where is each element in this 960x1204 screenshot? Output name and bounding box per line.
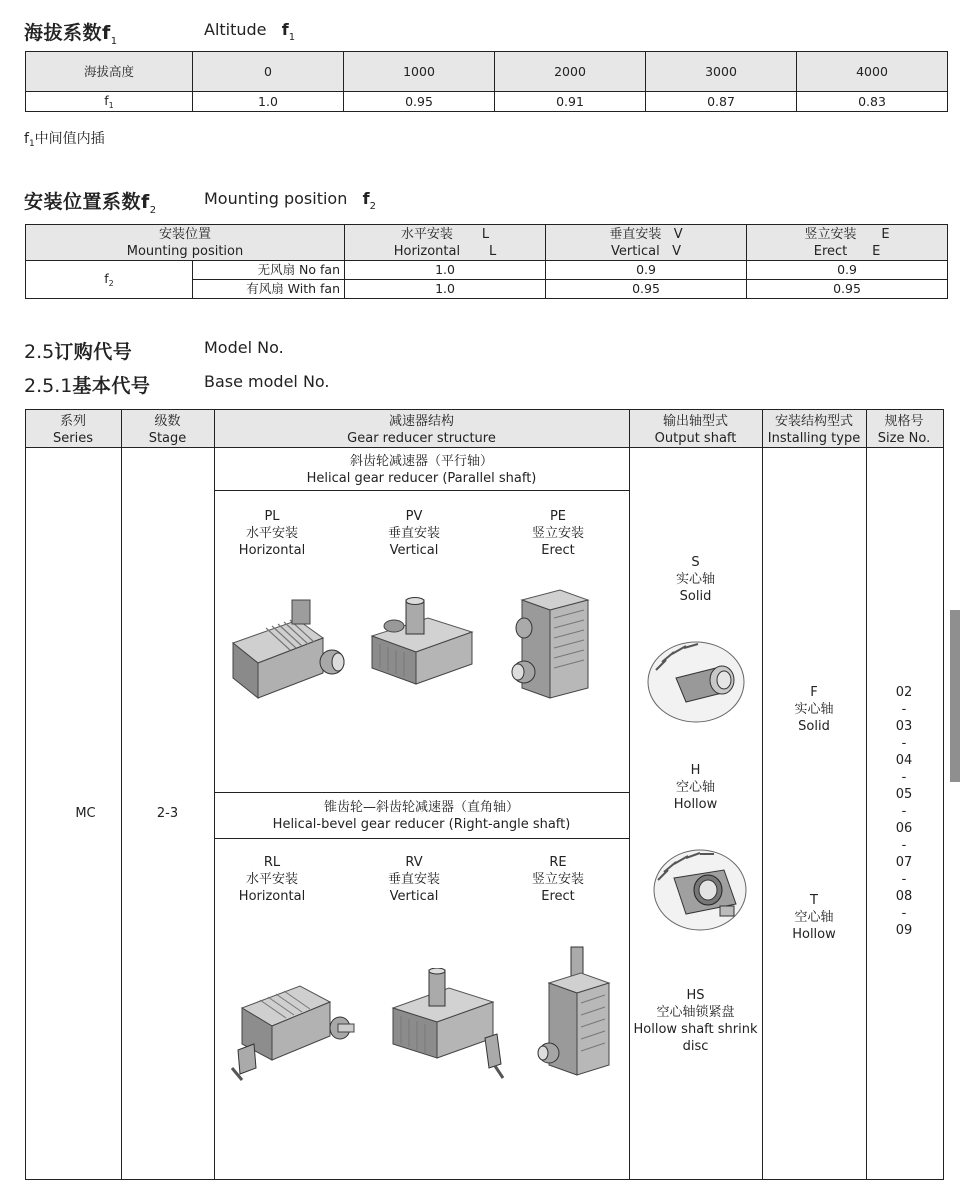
install-type-f bbox=[762, 684, 866, 735]
f1-value: 0.95 bbox=[344, 92, 495, 112]
header-stage-cn: 级数 bbox=[154, 414, 181, 429]
helical-type-pe bbox=[508, 508, 608, 559]
f1-title-en-symbol: f bbox=[281, 20, 289, 39]
type-en: Erect bbox=[541, 543, 575, 558]
shaft-en: Solid bbox=[679, 589, 712, 604]
shaft-code: HS bbox=[686, 988, 705, 1003]
f1-note-sub: 1 bbox=[28, 139, 35, 149]
helical-title-en: Helical gear reducer (Parallel shaft) bbox=[306, 471, 537, 486]
f2-value: 1.0 bbox=[345, 280, 546, 299]
header-size-en: Size No. bbox=[877, 431, 931, 446]
f1-row-label bbox=[26, 92, 193, 112]
divider bbox=[214, 490, 630, 491]
bevel-title bbox=[214, 799, 629, 833]
header-install bbox=[762, 413, 866, 447]
shaft-cn: 空心轴锁紧盘 bbox=[656, 1005, 735, 1020]
erect-header bbox=[747, 225, 948, 261]
horizontal-cn: 水平安装 bbox=[400, 226, 453, 242]
install-en: Hollow bbox=[792, 927, 836, 942]
header-size bbox=[866, 413, 942, 447]
bevel-type-re bbox=[508, 854, 608, 905]
size-item: 08 bbox=[895, 889, 913, 904]
helical-title-cn: 斜齿轮减速器（平行轴） bbox=[349, 454, 493, 469]
size-item: 02 bbox=[895, 685, 913, 700]
size-sep: - bbox=[901, 702, 907, 717]
erect-code-2: E bbox=[872, 243, 881, 259]
vertical-code: V bbox=[673, 226, 683, 242]
divider bbox=[25, 447, 944, 448]
divider bbox=[762, 409, 763, 1180]
type-cn: 水平安装 bbox=[245, 872, 298, 887]
bevel-title-cn: 锥齿轮—斜齿轮减速器（直角轴） bbox=[323, 800, 519, 815]
type-code: RV bbox=[405, 855, 423, 870]
altitude-col: 1000 bbox=[344, 52, 495, 92]
f1-value: 1.0 bbox=[193, 92, 344, 112]
f1-note-text: 中间值内插 bbox=[34, 131, 105, 147]
output-shaft-hs bbox=[629, 987, 762, 1055]
install-type-t bbox=[762, 892, 866, 943]
type-code: RE bbox=[549, 855, 567, 870]
section-f1-title bbox=[24, 18, 117, 45]
vertical-code-2: V bbox=[672, 243, 681, 259]
type-cn: 垂直安装 bbox=[387, 526, 440, 541]
header-series-cn: 系列 bbox=[59, 414, 86, 429]
f2-title-en bbox=[204, 189, 376, 212]
f2-row-label bbox=[26, 261, 193, 299]
altitude-col: 0 bbox=[193, 52, 344, 92]
f2-row-label-sub: 2 bbox=[108, 278, 114, 288]
f1-note-prefix: f bbox=[24, 131, 29, 147]
type-en: Vertical bbox=[389, 889, 439, 904]
header-install-cn: 安装结构型式 bbox=[774, 414, 853, 429]
f2-title-cn: 安装位置系数f bbox=[24, 191, 150, 213]
title-251-en: Base model No. bbox=[204, 372, 330, 391]
solid-shaft-image bbox=[646, 640, 746, 725]
type-en: Vertical bbox=[389, 543, 439, 558]
title-25-num: 2.5 bbox=[24, 341, 55, 363]
header-stage bbox=[121, 413, 214, 447]
type-en: Erect bbox=[541, 889, 575, 904]
size-sep: - bbox=[901, 906, 907, 921]
f1-value: 0.87 bbox=[646, 92, 797, 112]
f1-value: 0.91 bbox=[495, 92, 646, 112]
horizontal-code-2: L bbox=[489, 243, 497, 259]
helical-type-pl bbox=[222, 508, 322, 559]
bevel-type-rv bbox=[364, 854, 464, 905]
type-code: PV bbox=[405, 509, 423, 524]
size-list bbox=[866, 684, 942, 939]
type-code: PL bbox=[264, 509, 280, 524]
f2-value: 1.0 bbox=[345, 261, 546, 280]
size-sep: - bbox=[901, 872, 907, 887]
shaft-en: Hollow shaft shrink disc bbox=[633, 1022, 758, 1054]
gearbox-pl-image bbox=[228, 598, 348, 703]
hollow-shaft-image bbox=[650, 848, 750, 933]
gearbox-rv-image bbox=[385, 968, 505, 1083]
mounting-position-en: Mounting position bbox=[126, 243, 244, 259]
altitude-value-row bbox=[26, 92, 948, 112]
f2-value: 0.9 bbox=[747, 261, 948, 280]
bevel-title-en: Helical-bevel gear reducer (Right-angle shaft) bbox=[272, 817, 571, 832]
type-code: PE bbox=[549, 509, 567, 524]
shaft-code: H bbox=[690, 763, 701, 778]
output-shaft-h bbox=[629, 762, 762, 813]
f1-note bbox=[24, 128, 105, 148]
header-output-en: Output shaft bbox=[654, 431, 737, 446]
shaft-cn: 空心轴 bbox=[675, 780, 715, 795]
horizontal-code: L bbox=[481, 226, 490, 242]
divider bbox=[121, 409, 122, 1180]
size-item: 07 bbox=[895, 855, 913, 870]
title-25-en: Model No. bbox=[204, 338, 284, 357]
size-item: 03 bbox=[895, 719, 913, 734]
erect-code: E bbox=[881, 226, 890, 242]
mounting-table bbox=[25, 224, 948, 299]
size-item: 05 bbox=[895, 787, 913, 802]
helical-title bbox=[214, 453, 629, 487]
size-item: 04 bbox=[895, 753, 913, 768]
install-en: Solid bbox=[798, 719, 830, 734]
install-cn: 实心轴 bbox=[794, 702, 834, 717]
erect-en: Erect bbox=[813, 243, 848, 259]
gearbox-pv-image bbox=[368, 596, 478, 686]
header-output bbox=[629, 413, 762, 447]
header-install-en: Installing type bbox=[767, 431, 861, 446]
f2-value: 0.9 bbox=[546, 261, 747, 280]
header-structure-en: Gear reducer structure bbox=[347, 431, 496, 446]
divider bbox=[214, 792, 630, 793]
f1-title-en-sub: 1 bbox=[288, 32, 296, 43]
header-size-cn: 规格号 bbox=[884, 414, 924, 429]
f2-value: 0.95 bbox=[546, 280, 747, 299]
vertical-en: Vertical bbox=[611, 243, 660, 259]
size-item: 06 bbox=[895, 821, 913, 836]
install-code: T bbox=[810, 893, 818, 908]
type-cn: 竖立安装 bbox=[531, 526, 584, 541]
size-sep: - bbox=[901, 838, 907, 853]
title-251-num: 2.5.1 bbox=[24, 375, 73, 397]
f2-row-label-text: f bbox=[104, 270, 109, 286]
mounting-header-row bbox=[26, 225, 948, 261]
f1-title-en-text: Altitude bbox=[204, 20, 267, 39]
mounting-row-nofan bbox=[26, 261, 948, 280]
type-code: RL bbox=[263, 855, 281, 870]
page-edge-tab bbox=[950, 610, 960, 782]
f2-title-sub: 2 bbox=[149, 205, 157, 216]
f2-value: 0.95 bbox=[747, 280, 948, 299]
title-25-cn: 订购代号 bbox=[54, 341, 133, 363]
shaft-cn: 实心轴 bbox=[675, 572, 715, 587]
altitude-header-row bbox=[26, 52, 948, 92]
header-stage-en: Stage bbox=[148, 431, 187, 446]
type-en: Horizontal bbox=[238, 889, 306, 904]
header-output-cn: 输出轴型式 bbox=[662, 414, 728, 429]
f1-title-en bbox=[204, 20, 296, 43]
horizontal-en: Horizontal bbox=[393, 243, 461, 259]
header-series bbox=[25, 413, 121, 447]
install-code: F bbox=[810, 685, 818, 700]
series-value: MC bbox=[75, 806, 96, 821]
section-f2-title bbox=[24, 187, 156, 214]
f1-value: 0.83 bbox=[797, 92, 948, 112]
size-item: 09 bbox=[895, 923, 913, 938]
size-sep: - bbox=[901, 736, 907, 751]
stage-value: 2-3 bbox=[156, 806, 179, 821]
header-series-en: Series bbox=[53, 431, 93, 446]
mounting-position-cn: 安装位置 bbox=[159, 226, 212, 242]
helical-type-pv bbox=[364, 508, 464, 559]
vertical-header bbox=[546, 225, 747, 261]
header-structure bbox=[214, 413, 629, 447]
altitude-col: 2000 bbox=[495, 52, 646, 92]
erect-cn: 竖立安装 bbox=[804, 226, 857, 242]
section-25-title bbox=[24, 337, 132, 364]
altitude-table bbox=[25, 51, 948, 112]
altitude-header-label: 海拔高度 bbox=[26, 52, 193, 92]
install-cn: 空心轴 bbox=[794, 910, 834, 925]
f2-title-en-symbol: f bbox=[362, 189, 370, 208]
shaft-en: Hollow bbox=[673, 797, 718, 812]
vertical-cn: 垂直安装 bbox=[609, 226, 662, 242]
gearbox-rl-image bbox=[230, 968, 355, 1088]
divider bbox=[214, 409, 215, 1180]
type-en: Horizontal bbox=[238, 543, 306, 558]
fan-label: 有风扇 With fan bbox=[193, 280, 345, 299]
horizontal-header bbox=[345, 225, 546, 261]
size-sep: - bbox=[901, 770, 907, 785]
type-cn: 垂直安装 bbox=[387, 872, 440, 887]
gearbox-pe-image bbox=[510, 588, 595, 703]
f1-title-cn: 海拔系数f bbox=[24, 22, 111, 44]
fan-label: 无风扇 No fan bbox=[193, 261, 345, 280]
gearbox-re-image bbox=[535, 945, 615, 1080]
f1-title-sub: 1 bbox=[110, 36, 118, 47]
f1-row-label-sub: 1 bbox=[108, 100, 114, 110]
section-251-title bbox=[24, 371, 150, 398]
bevel-type-rl bbox=[222, 854, 322, 905]
size-sep: - bbox=[901, 804, 907, 819]
altitude-col: 4000 bbox=[797, 52, 948, 92]
f2-title-en-text: Mounting position bbox=[204, 189, 348, 208]
type-cn: 竖立安装 bbox=[531, 872, 584, 887]
shaft-code: S bbox=[691, 555, 700, 570]
altitude-col: 3000 bbox=[646, 52, 797, 92]
divider bbox=[214, 838, 630, 839]
f1-row-label-text: f bbox=[104, 92, 109, 108]
header-structure-cn: 减速器结构 bbox=[388, 414, 454, 429]
f2-title-en-sub: 2 bbox=[369, 201, 376, 212]
output-shaft-s bbox=[629, 554, 762, 605]
type-cn: 水平安装 bbox=[245, 526, 298, 541]
title-251-cn: 基本代号 bbox=[72, 375, 151, 397]
mounting-position-header bbox=[26, 225, 345, 261]
